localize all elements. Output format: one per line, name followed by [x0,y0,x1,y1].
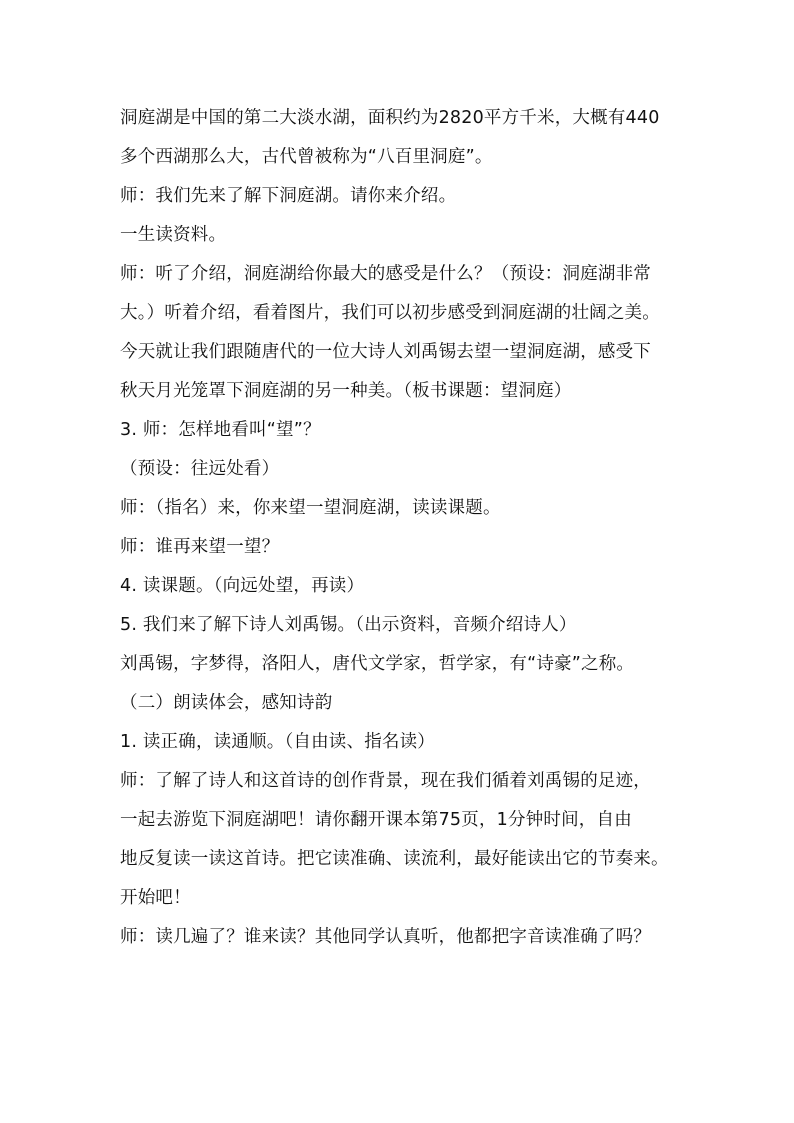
text-line: 1. 读正确，读通顺。（自由读、指名读） [120,732,436,752]
text-line: 大。）听着介绍，看着图片，我们可以初步感受到洞庭湖的壮阔之美。 [120,303,660,323]
text-line: 4. 读课题。（向远处望，再读） [120,576,365,596]
document-body [120,103,680,961]
text-line: 今天就让我们跟随唐代的一位大诗人刘禹锡去望一望洞庭湖，感受下 [120,342,651,362]
text-line: 师：听了介绍，洞庭湖给你最大的感受是什么？（预设：洞庭湖非常 [120,264,651,284]
text-line: 师：了解了诗人和这首诗的创作背景，现在我们循着刘禹锡的足迹， [120,771,651,791]
text-line: 多个西湖那么大，古代曾被称为“八百里洞庭”。 [120,147,493,167]
text-line: 地反复读一读这首诗。把它读准确、读流利，最好能读出它的节奏来。 [120,849,669,869]
text-line: 刘禹锡，字梦得，洛阳人，唐代文学家，哲学家，有“诗豪”之称。 [120,654,635,674]
text-line: 师：我们先来了解下洞庭湖。请你来介绍。 [120,186,457,206]
text-line: 一生读资料。 [120,225,227,245]
text-line: （预设：往远处看） [120,459,280,479]
text-line: 师：（指名）来，你来望一望洞庭湖，读读课题。 [120,498,501,518]
section-heading: （二）朗读体会，感知诗韵 [120,693,333,713]
text-line: 开始吧！ [120,888,191,908]
text-line: 师：谁再来望一望？ [120,537,280,557]
text-line: 秋天月光笼罩下洞庭湖的另一种美。（板书课题：望洞庭） [120,381,572,401]
text-line: 3. 师：怎样地看叫“望”？ [120,420,321,440]
text-line: 5. 我们来了解下诗人刘禹锡。（出示资料，音频介绍诗人） [120,615,577,635]
text-line: 师：读几遍了？谁来读？其他同学认真听，他都把字音读准确了吗？ [120,927,651,947]
text-line: 洞庭湖是中国的第二大淡水湖，面积约为2820平方千米，大概有440 [120,108,660,128]
text-line: 一起去游览下洞庭湖吧！请你翻开课本第75页，1分钟时间，自由 [120,810,632,830]
